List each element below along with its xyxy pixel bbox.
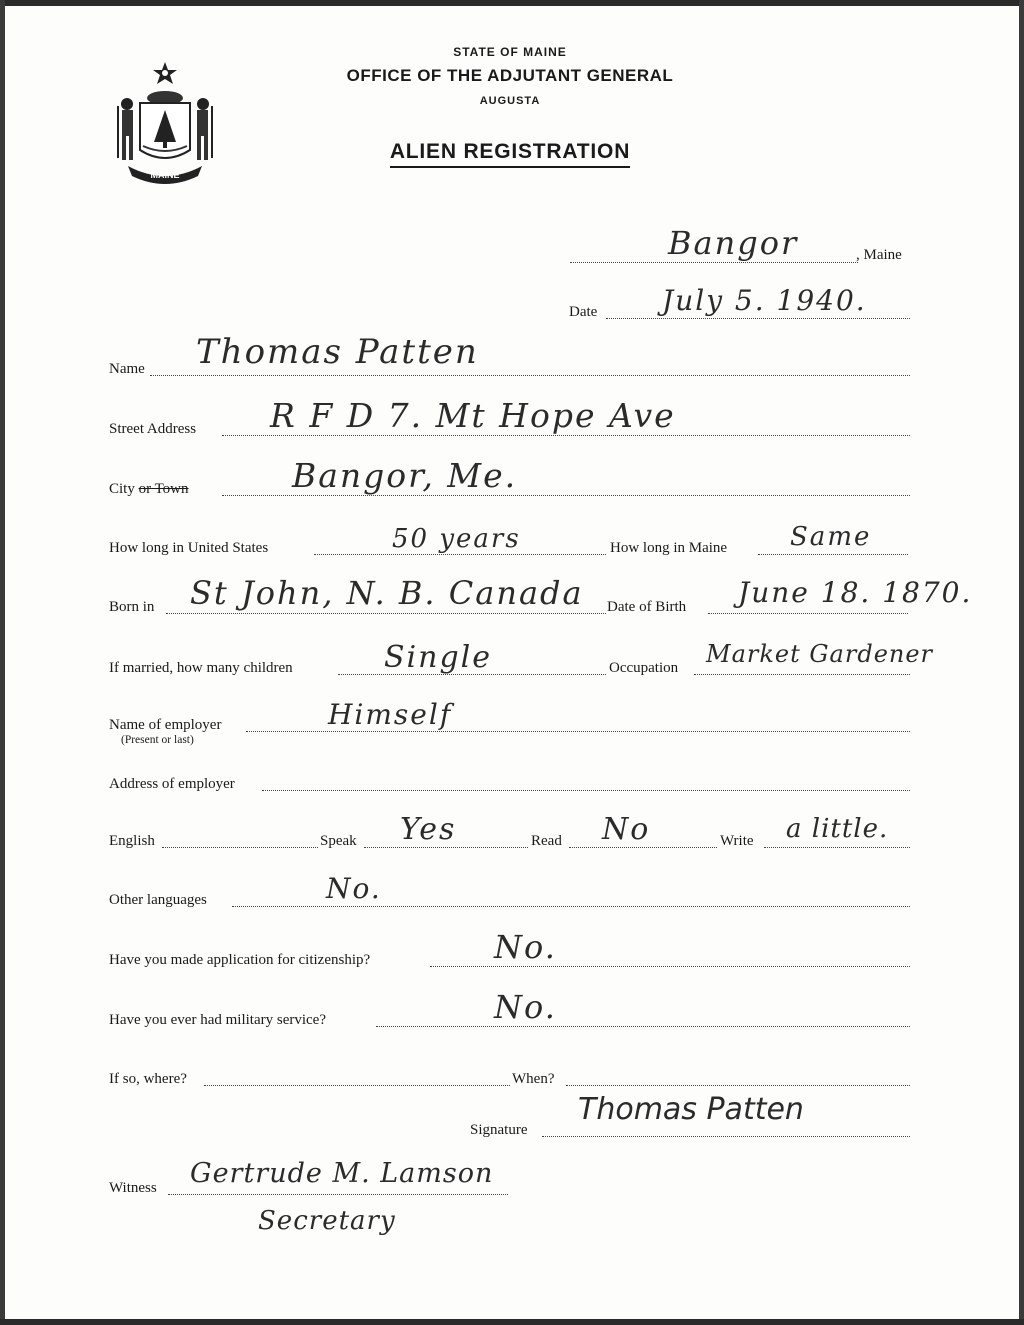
signature-line [542,1136,910,1137]
place-suffix: , Maine [856,247,902,263]
place-value: Bangor [668,224,799,262]
employer-label: Name of employer [109,717,222,733]
employer-value: Himself [328,698,453,731]
write-value: a little. [786,814,889,844]
witness-title: Secretary [258,1206,396,1236]
read-label: Read [531,833,562,849]
read-value: No [602,812,651,847]
birthplace-label: Born in [109,599,155,615]
signature-label: Signature [470,1122,528,1138]
when-line [566,1085,910,1086]
street-line [222,435,910,436]
write-line [764,847,910,848]
header-state: STATE OF MAINE [453,45,567,59]
maine-duration-value: Same [790,522,872,552]
citizenship-line [430,966,910,967]
maine-duration-label: How long in Maine [610,540,728,556]
birthdate-value: June 18. 1870. [738,576,973,609]
other-languages-label: Other languages [109,892,207,908]
signature-value: Thomas Patten [578,1092,804,1127]
military-label: Have you ever had military service? [109,1012,326,1028]
name-value: Thomas Patten [196,332,479,372]
military-line [376,1026,910,1027]
english-line [162,847,318,848]
where-label: If so, where? [109,1071,187,1087]
street-value: R F D 7. Mt Hope Ave [270,396,676,435]
scan-border-top [0,0,1024,6]
occupation-line [694,674,910,675]
employer-address-label: Address of employer [109,776,235,792]
when-label: When? [512,1071,555,1087]
speak-label: Speak [320,833,357,849]
english-label: English [109,833,155,849]
military-value: No. [494,988,557,1026]
city-value: Bangor, Me. [292,456,518,495]
header-office: OFFICE OF THE ADJUTANT GENERAL [346,66,674,85]
date-value: July 5. 1940. [662,284,867,317]
citizenship-value: No. [494,928,557,966]
street-label: Street Address [109,421,197,437]
speak-value: Yes [400,812,457,847]
citizenship-label: Have you made application for citizenship? [109,952,371,968]
us-duration-line [314,554,606,555]
write-label: Write [720,833,754,849]
witness-label: Witness [109,1180,157,1196]
date-label: Date [569,304,598,320]
city-label: City or Town [109,481,189,497]
place-line [570,262,858,263]
employer-sublabel: (Present or last) [121,734,194,746]
occupation-value: Market Gardener [706,640,934,668]
city-struck-text: or Town [138,481,189,497]
occupation-label: Occupation [609,660,679,676]
maine-duration-line [758,554,908,555]
birthplace-value: St John, N. B. Canada [190,574,584,612]
city-line [222,495,910,496]
children-value: Single [384,640,493,675]
other-languages-value: No. [326,872,382,905]
name-line [150,375,910,376]
children-label: If married, how many children [109,660,293,676]
speak-line [364,847,528,848]
employer-address-line [262,790,910,791]
us-duration-label: How long in United States [109,540,269,556]
scan-border-right [1019,0,1024,1325]
date-line [606,318,910,319]
us-duration-value: 50 years [392,524,521,554]
form-title: ALIEN REGISTRATION [300,140,720,168]
scan-border-left [0,0,5,1325]
scan-border-bottom [0,1319,1024,1325]
seal-banner-text: MAINE [150,170,180,180]
birthdate-label: Date of Birth [607,599,687,615]
where-line [204,1085,510,1086]
read-line [569,847,717,848]
birthplace-line [166,613,606,614]
other-languages-line [232,906,910,907]
header-city: AUGUSTA [479,95,541,107]
maine-state-seal [110,58,220,186]
witness-line [168,1194,508,1195]
name-label: Name [109,361,145,377]
birthdate-line [708,613,908,614]
employer-line [246,731,910,732]
witness-value: Gertrude M. Lamson [190,1158,494,1189]
